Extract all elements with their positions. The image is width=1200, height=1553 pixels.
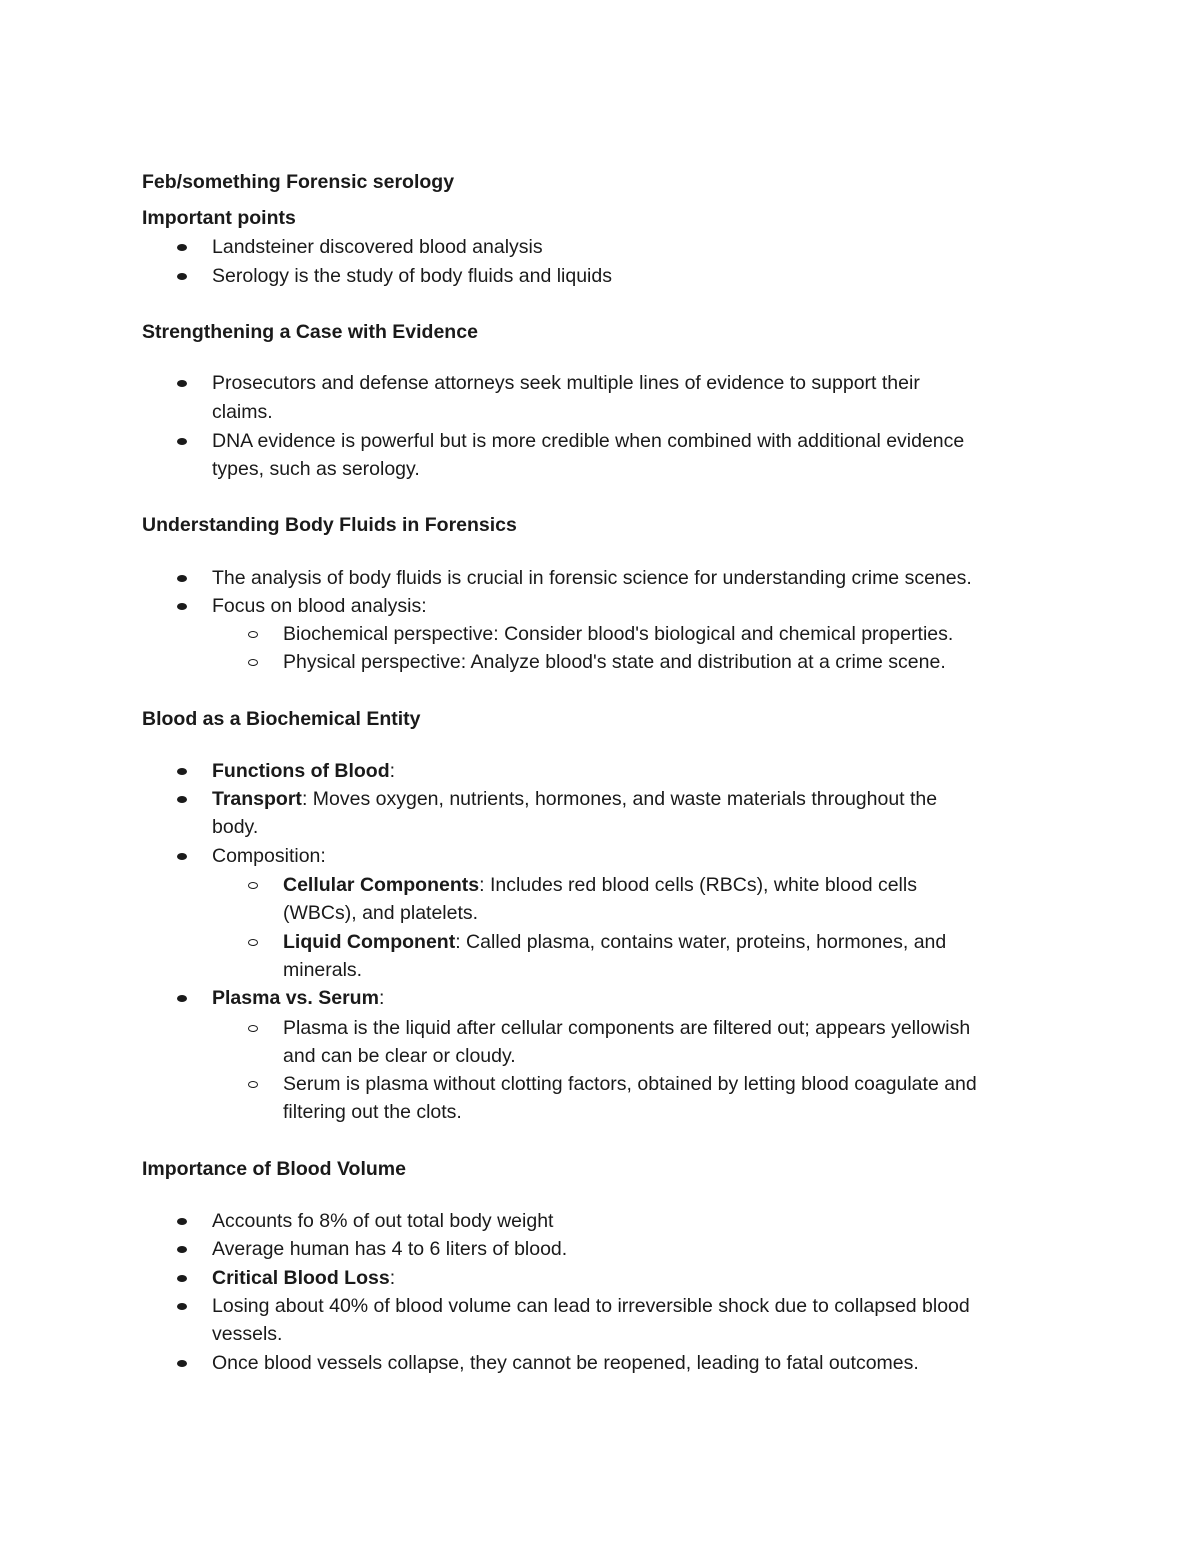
- list-item-continuation: claims.: [212, 401, 273, 423]
- bullet-dot: [177, 1246, 187, 1253]
- list-item-continuation: types, such as serology.: [212, 458, 420, 480]
- bullet-ring: [248, 1081, 258, 1088]
- sub-list-item: Physical perspective: Analyze blood's state and distribution at a crime scene.: [283, 651, 946, 673]
- list-item-continuation: body.: [212, 816, 259, 838]
- bold-term: Plasma vs. Serum: [212, 987, 379, 1009]
- section-heading-strengthening: Strengthening a Case with Evidence: [142, 321, 478, 343]
- list-item: Landsteiner discovered blood analysis: [212, 236, 543, 258]
- bullet-dot: [177, 995, 187, 1002]
- list-item: Serology is the study of body fluids and liquids: [212, 265, 612, 287]
- list-item: Composition:: [212, 845, 326, 867]
- bullet-ring: [248, 631, 258, 638]
- bold-term: Liquid Component: [283, 931, 456, 953]
- list-item: Functions of Blood:: [212, 760, 396, 782]
- section-heading-blood-volume: Importance of Blood Volume: [142, 1158, 406, 1180]
- bullet-ring: [248, 659, 258, 666]
- list-item: Once blood vessels collapse, they cannot be reopened, leading to fatal outcomes.: [212, 1352, 919, 1374]
- list-item: Average human has 4 to 6 liters of blood.: [212, 1238, 568, 1260]
- sub-list-item: Plasma is the liquid after cellular components are filtered out; appears yellowish: [283, 1017, 971, 1039]
- bullet-ring: [248, 882, 258, 889]
- list-item: Losing about 40% of blood volume can lead to irreversible shock due to collapsed blood: [212, 1295, 970, 1317]
- bullet-dot: [177, 438, 187, 445]
- bullet-dot: [177, 768, 187, 775]
- list-item: Plasma vs. Serum:: [212, 987, 385, 1009]
- list-item: Critical Blood Loss:: [212, 1267, 396, 1289]
- bullet-dot: [177, 1360, 187, 1367]
- sub-list-item: Cellular Components: Includes red blood cells (RBCs), white blood cells: [283, 874, 917, 896]
- bullet-dot: [177, 380, 187, 387]
- bold-term: Functions of Blood: [212, 760, 390, 782]
- list-item: Prosecutors and defense attorneys seek multiple lines of evidence to support their: [212, 372, 920, 394]
- bullet-dot: [177, 273, 187, 280]
- bullet-dot: [177, 853, 187, 860]
- bullet-dot: [177, 1218, 187, 1225]
- bold-term: Cellular Components: [283, 874, 480, 896]
- list-item: The analysis of body fluids is crucial in forensic science for understanding crime scenes.: [212, 567, 972, 589]
- list-item: Transport: Moves oxygen, nutrients, hormones, and waste materials throughout the: [212, 788, 938, 810]
- list-item: Accounts fo 8% of out total body weight: [212, 1210, 554, 1232]
- sub-list-item-continuation: and can be clear or cloudy.: [283, 1045, 516, 1067]
- bullet-dot: [177, 244, 187, 251]
- document-title: Feb/something Forensic serology: [142, 171, 455, 193]
- bullet-dot: [177, 575, 187, 582]
- section-heading-body-fluids: Understanding Body Fluids in Forensics: [142, 514, 517, 536]
- section-heading-important-points: Important points: [142, 207, 296, 229]
- list-item: DNA evidence is powerful but is more credible when combined with additional evidence: [212, 430, 965, 452]
- bullet-dot: [177, 603, 187, 610]
- bullet-ring: [248, 939, 258, 946]
- sub-list-item-continuation: (WBCs), and platelets.: [283, 902, 479, 924]
- sub-list-item-continuation: minerals.: [283, 959, 363, 981]
- list-item: Focus on blood analysis:: [212, 595, 427, 617]
- bold-term: Critical Blood Loss: [212, 1267, 390, 1289]
- bullet-dot: [177, 1303, 187, 1310]
- bold-term: Transport: [212, 788, 302, 810]
- bullet-dot: [177, 1275, 187, 1282]
- sub-list-item: Liquid Component: Called plasma, contains water, proteins, hormones, and: [283, 931, 947, 953]
- sub-list-item-continuation: filtering out the clots.: [283, 1101, 462, 1123]
- section-heading-biochemical: Blood as a Biochemical Entity: [142, 708, 421, 730]
- list-item-continuation: vessels.: [212, 1323, 283, 1345]
- bullet-dot: [177, 796, 187, 803]
- sub-list-item: Biochemical perspective: Consider blood's biological and chemical properties.: [283, 623, 954, 645]
- sub-list-item: Serum is plasma without clotting factors, obtained by letting blood coagulate and: [283, 1073, 977, 1095]
- bullet-ring: [248, 1025, 258, 1032]
